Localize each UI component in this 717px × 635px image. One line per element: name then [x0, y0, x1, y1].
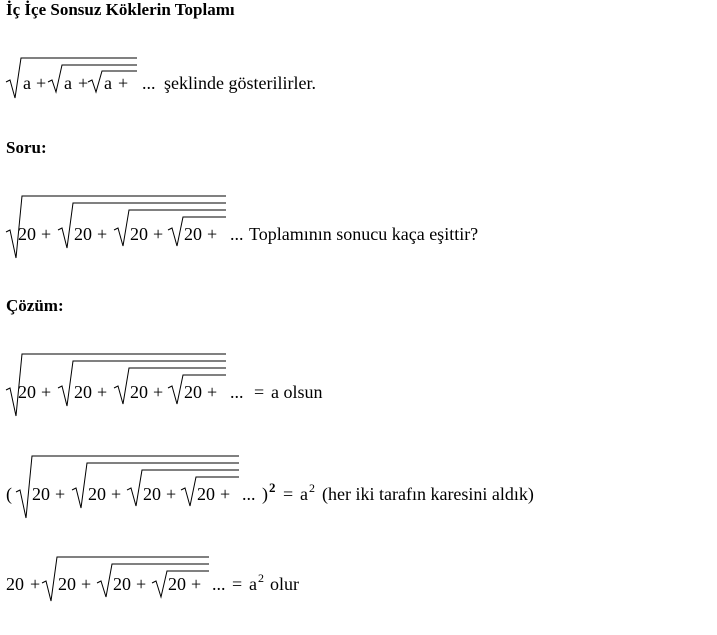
open-paren: (	[6, 484, 12, 504]
plus: +	[111, 484, 122, 504]
term: 20	[32, 484, 50, 504]
term: 20	[168, 574, 186, 594]
plus: +	[191, 574, 202, 594]
ellipsis: ...	[230, 382, 244, 402]
term: 20	[6, 574, 24, 594]
term: 20	[88, 484, 106, 504]
plus: +	[136, 574, 147, 594]
plus: +	[41, 224, 52, 244]
term: 20	[184, 224, 202, 244]
plus: +	[207, 224, 218, 244]
term: a	[64, 73, 72, 93]
term: a	[23, 73, 31, 93]
equals-sign: =	[232, 574, 243, 594]
term: 20	[113, 574, 131, 594]
page-title: İç İçe Sonsuz Köklerin Toplamı	[6, 0, 235, 19]
exponent: 2	[269, 480, 276, 495]
term: 20	[74, 382, 92, 402]
solution-step-1	[6, 350, 366, 420]
ellipsis: ...	[212, 574, 226, 594]
solution-step-2	[6, 452, 606, 522]
rhs-exponent: 2	[258, 571, 264, 585]
question-text: Toplamının sonucu kaça eşittir?	[249, 224, 479, 244]
intro-expression	[6, 52, 346, 104]
solution-step-3	[6, 553, 366, 613]
equals-sign: =	[254, 382, 265, 402]
question-expression	[6, 192, 526, 262]
plus: +	[153, 382, 164, 402]
step1-text: a olsun	[271, 382, 323, 402]
rhs-base: a	[300, 484, 308, 504]
term: 20	[197, 484, 215, 504]
plus: +	[118, 73, 129, 93]
plus: +	[55, 484, 66, 504]
term: 20	[130, 382, 148, 402]
nested-radical-step3	[6, 553, 366, 613]
plus: +	[153, 224, 164, 244]
plus: +	[36, 73, 47, 93]
plus: +	[81, 574, 92, 594]
plus: +	[78, 73, 89, 93]
nested-radical-question	[6, 192, 526, 262]
ellipsis: ...	[230, 224, 244, 244]
plus: +	[41, 382, 52, 402]
ellipsis: ...	[242, 484, 256, 504]
solution-heading: Çözüm:	[6, 296, 64, 315]
plus: +	[207, 382, 218, 402]
rhs-base: a	[249, 574, 257, 594]
rhs-exponent: 2	[309, 481, 315, 495]
term: 20	[18, 382, 36, 402]
nested-radical-step1	[6, 350, 366, 420]
term: 20	[143, 484, 161, 504]
step2-note: (her iki tarafın karesini aldık)	[322, 484, 534, 504]
nested-radical-step2	[6, 452, 606, 522]
step3-text: olur	[270, 574, 299, 594]
plus: +	[166, 484, 177, 504]
plus: +	[97, 382, 108, 402]
nested-radical-intro	[6, 52, 346, 104]
plus: +	[30, 574, 41, 594]
equals-sign: =	[283, 484, 294, 504]
question-heading: Soru:	[6, 138, 47, 157]
term: 20	[130, 224, 148, 244]
term: 20	[18, 224, 36, 244]
ellipsis: ...	[142, 73, 156, 93]
plus: +	[97, 224, 108, 244]
plus: +	[220, 484, 231, 504]
term: 20	[74, 224, 92, 244]
term: a	[104, 73, 112, 93]
close-paren: )	[262, 484, 268, 504]
term: 20	[58, 574, 76, 594]
intro-text: şeklinde gösterilirler.	[164, 73, 316, 93]
term: 20	[184, 382, 202, 402]
